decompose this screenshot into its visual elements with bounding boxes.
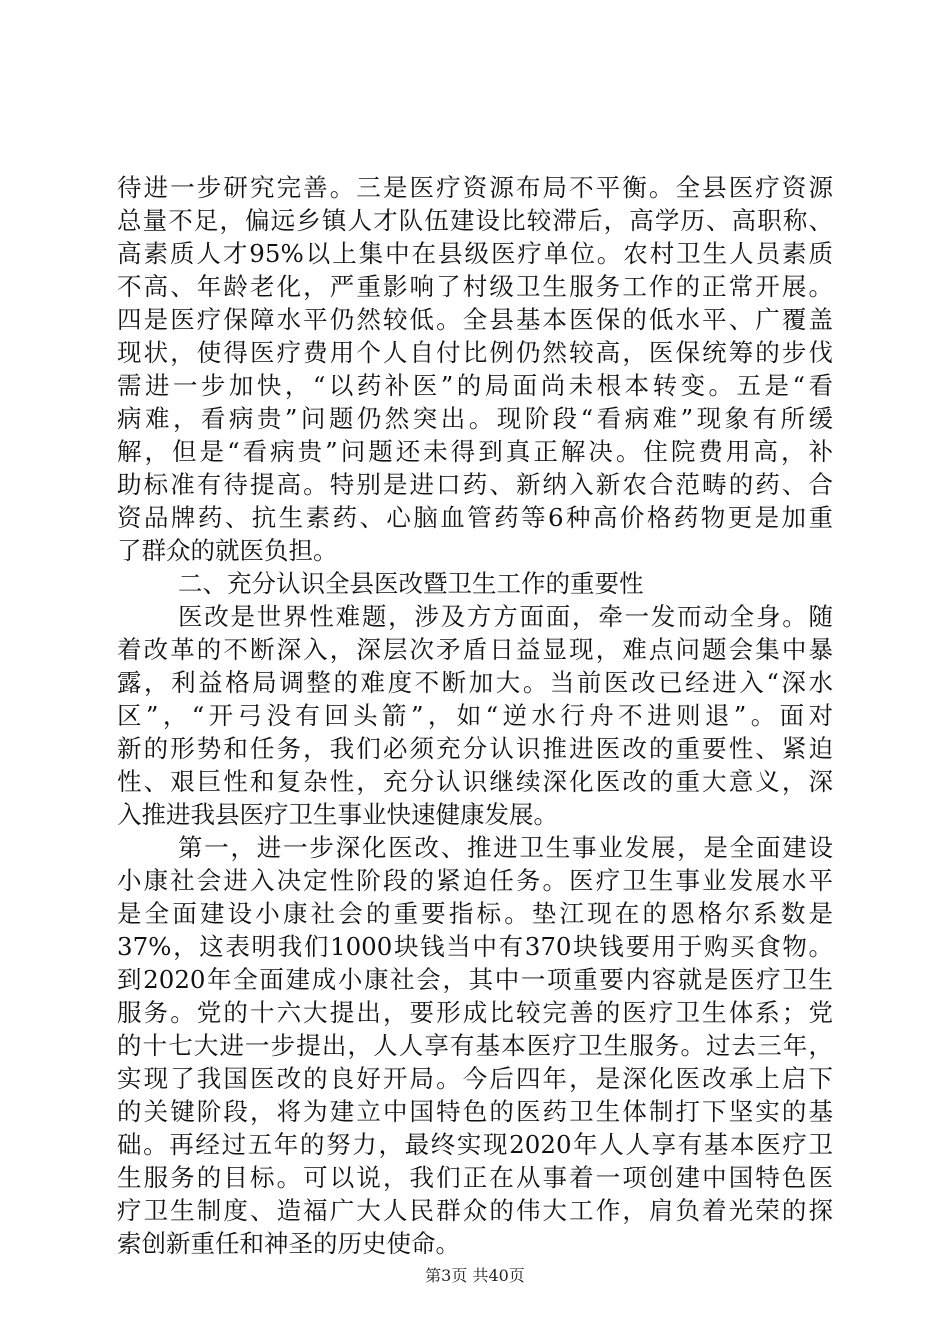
text-line: 疗卫生制度、造福广大人民群众的伟大工作，肩负着光荣的探: [117, 1196, 833, 1225]
text-line: 的十七大进一步提出，人人享有基本医疗卫生服务。过去三年，: [117, 1031, 833, 1060]
text-line: 是全面建设小康社会的重要指标。垫江现在的恩格尔系数是: [117, 899, 833, 928]
text-line: 二、充分认识全县医改暨卫生工作的重要性: [178, 569, 644, 598]
text-line: 到2020年全面建成小康社会，其中一项重要内容就是医疗卫生: [117, 965, 833, 994]
text-line: 新的形势和任务，我们必须充分认识推进医改的重要性、紧迫: [117, 734, 833, 763]
document-body: [117, 171, 833, 1260]
text-line: 医改是世界性难题，涉及方方面面，牵一发而动全身。随: [178, 602, 833, 631]
text-line: 实现了我国医改的良好开局。今后四年，是深化医改承上启下: [117, 1064, 833, 1093]
text-line: 小康社会进入决定性阶段的紧迫任务。医疗卫生事业发展水平: [117, 866, 833, 895]
text-line: 着改革的不断深入，深层次矛盾日益显现，难点问题会集中暴: [117, 635, 833, 664]
text-line: 解，但是“看病贵”问题还未得到真正解决。住院费用高，补: [117, 437, 833, 466]
text-line: 的关键阶段，将为建立中国特色的医药卫生体制打下坚实的基: [117, 1097, 833, 1126]
text-line: 需进一步加快，“以药补医”的局面尚未根本转变。五是“看: [117, 371, 833, 400]
text-line: 索创新重任和神圣的历史使命。: [117, 1229, 460, 1258]
text-line: 区”，“开弓没有回头箭”，如“逆水行舟不进则退”。面对: [117, 701, 833, 730]
text-line: 现状，使得医疗费用个人自付比例仍然较高，医保统筹的步伐: [117, 338, 833, 367]
text-line: 四是医疗保障水平仍然较低。全县基本医保的低水平、广覆盖: [117, 305, 833, 334]
text-line: 入推进我县医疗卫生事业快速健康发展。: [117, 800, 558, 829]
text-line: 性、艰巨性和复杂性，充分认识继续深化医改的重大意义，深: [117, 767, 833, 796]
text-line: 了群众的就医负担。: [117, 536, 338, 565]
text-line: 总量不足，偏远乡镇人才队伍建设比较滞后，高学历、高职称、: [117, 206, 833, 235]
text-line: 助标准有待提高。特别是进口药、新纳入新农合范畴的药、合: [117, 470, 833, 499]
text-line: 露，利益格局调整的难度不断加大。当前医改已经进入“深水: [117, 668, 833, 697]
text-line: 资品牌药、抗生素药、心脑血管药等6种高价格药物更是加重: [117, 503, 833, 532]
text-line: 病难，看病贵”问题仍然突出。现阶段“看病难”现象有所缓: [117, 404, 833, 433]
text-line: 生服务的目标。可以说，我们正在从事着一项创建中国特色医: [117, 1163, 833, 1192]
text-line: 待进一步研究完善。三是医疗资源布局不平衡。全县医疗资源: [117, 173, 833, 202]
text-line: 础。再经过五年的努力，最终实现2020年人人享有基本医疗卫: [117, 1130, 833, 1159]
text-line: 第一，进一步深化医改、推进卫生事业发展，是全面建设: [178, 833, 833, 862]
page-footer: 第3页 共40页: [425, 1266, 525, 1285]
text-line: 高素质人才95%以上集中在县级医疗单位。农村卫生人员素质: [117, 239, 833, 268]
text-line: 不高、年龄老化，严重影响了村级卫生服务工作的正常开展。: [117, 272, 833, 301]
text-line: 服务。党的十六大提出，要形成比较完善的医疗卫生体系；党: [117, 998, 833, 1027]
text-line: 37%，这表明我们1000块钱当中有370块钱要用于购买食物。: [117, 932, 833, 961]
